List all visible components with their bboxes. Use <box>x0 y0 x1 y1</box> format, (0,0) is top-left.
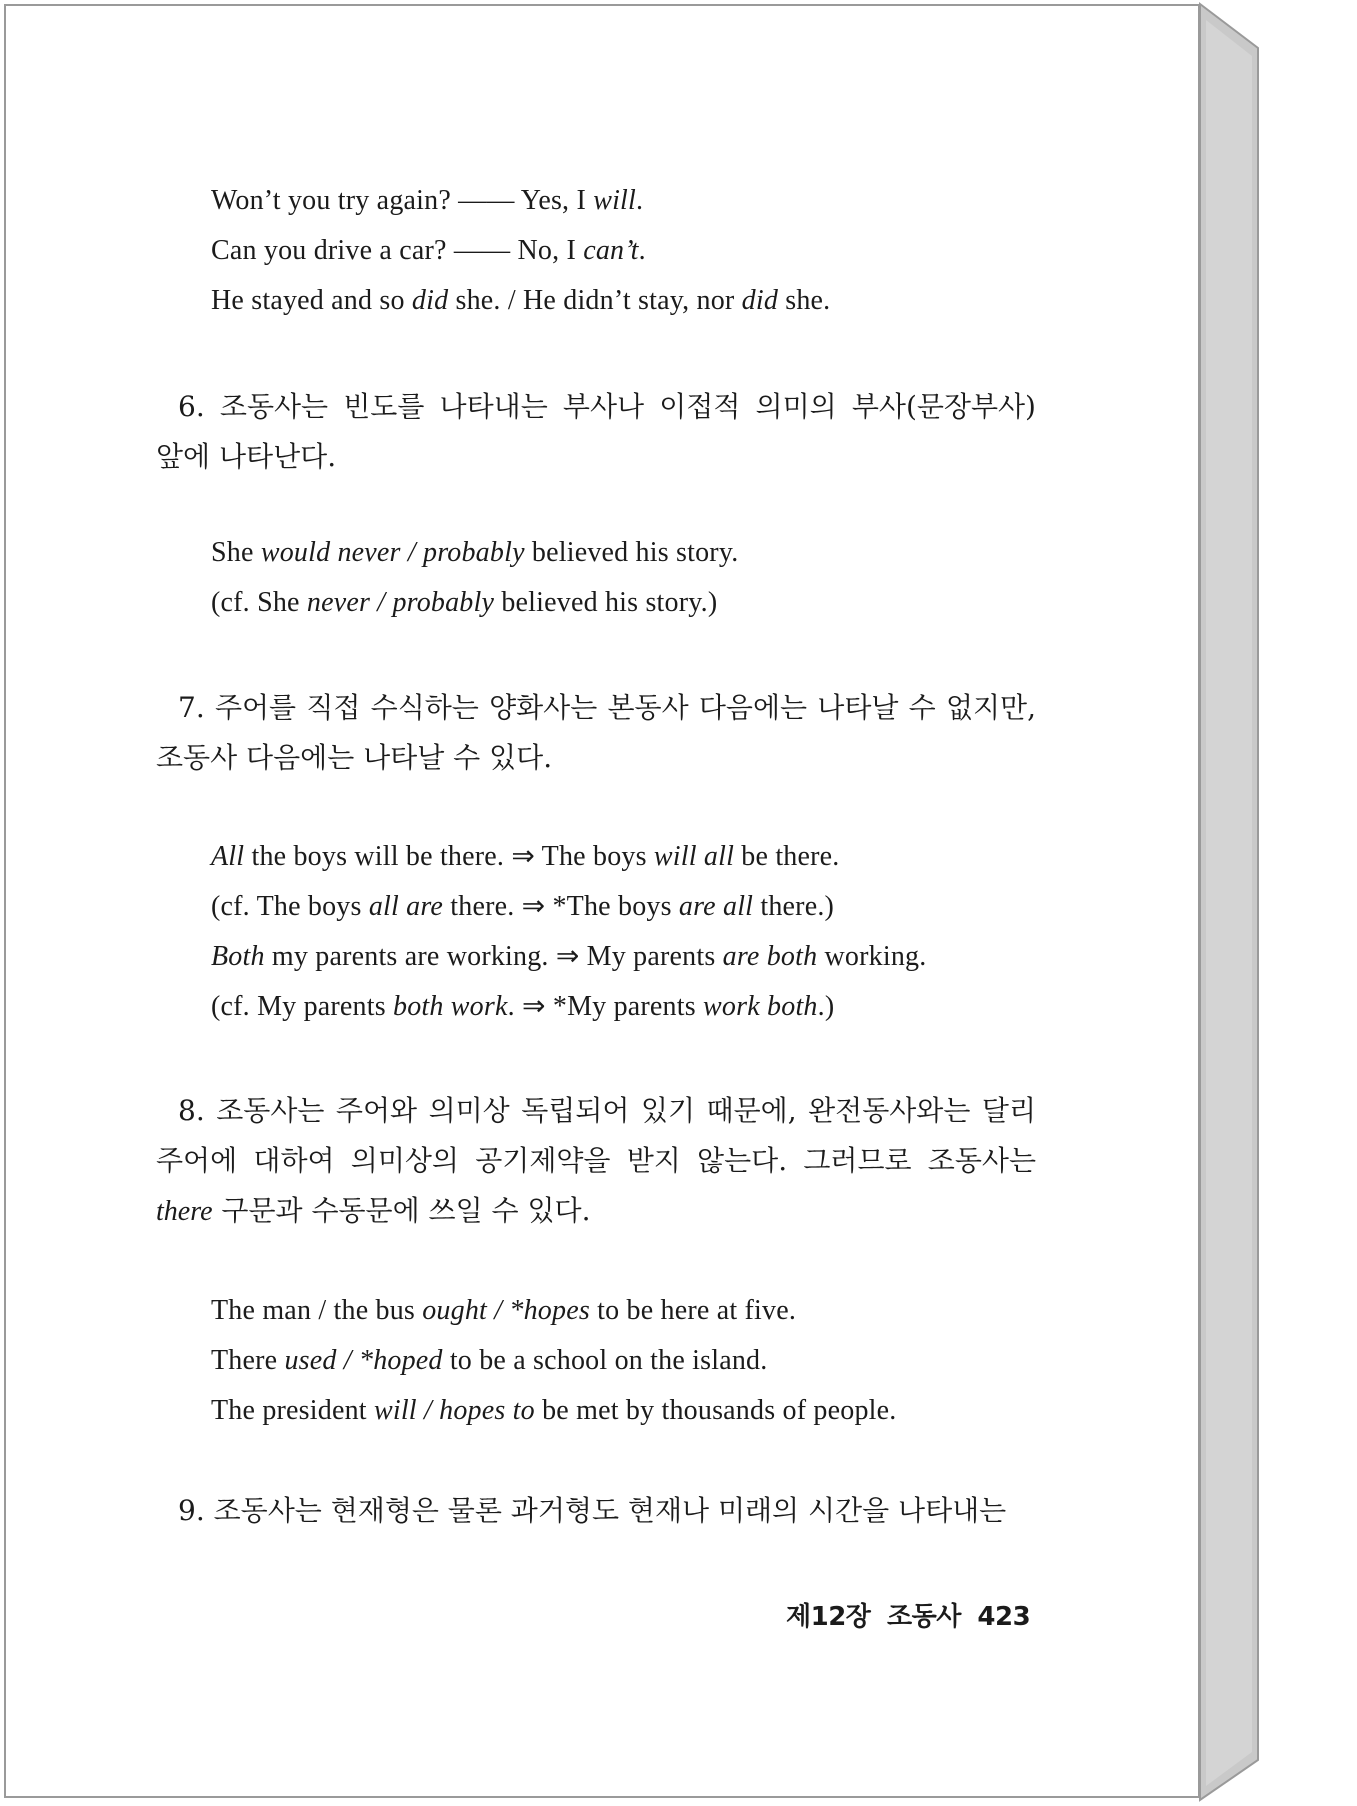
example-line: He stayed and so did she. / He didn’t stay, nor did she. <box>211 285 831 316</box>
example-line: The president will / hopes to be met by thousands of people. <box>211 1395 897 1426</box>
example-line: There used / *hoped to be a school on the island. <box>211 1345 768 1376</box>
example-line: All the boys will be there. ⇒ The boys will all be there. <box>211 841 840 872</box>
example-line: Can you drive a car? —— No, I can’t. <box>211 235 646 266</box>
section-number: 9. <box>178 1494 205 1527</box>
section-9-paragraph <box>156 1486 1036 1536</box>
chapter-label: 제12장 <box>786 1602 871 1632</box>
section-number: 8. <box>178 1094 205 1127</box>
example-line: Won’t you try again? —— Yes, I will. <box>211 185 644 216</box>
example-line: She would never / probably believed his story. <box>211 537 739 568</box>
section-text: 조동사는 주어와 의미상 독립되어 있기 때문에, 완전동사와는 달리 주어에 대하여 의미상의 공기제약을 받지 않는다. 그러므로 조동사는 <box>156 1094 1036 1177</box>
example-line: Both my parents are working. ⇒ My parents are both working. <box>211 941 927 972</box>
section-text: 주어를 직접 수식하는 양화사는 본동사 다음에는 나타날 수 없지만, 조동사 다음에는 나타날 수 있다. <box>156 691 1036 774</box>
page-footer <box>786 1596 1038 1633</box>
book-page <box>4 4 1200 1798</box>
section-6-paragraph <box>156 382 1036 482</box>
section-number: 7. <box>178 691 205 724</box>
example-line: (cf. The boys all are there. ⇒ *The boys are all there.) <box>211 891 835 922</box>
section-italic-term: there <box>156 1196 213 1227</box>
section-text: 조동사는 현재형은 물론 과거형도 현재나 미래의 시간을 나타내는 <box>213 1494 1007 1527</box>
section-text-end: 구문과 수동문에 쓰일 수 있다. <box>212 1194 591 1227</box>
section-7-paragraph <box>156 683 1036 783</box>
chapter-title: 조동사 <box>886 1602 961 1632</box>
section-text: 조동사는 빈도를 나타내는 부사나 이접적 의미의 부사(문장부사) 앞에 나타난다. <box>156 390 1036 473</box>
example-line: The man / the bus ought / *hopes to be here at five. <box>211 1295 797 1326</box>
page-number: 423 <box>977 1602 1031 1632</box>
section-number: 6. <box>178 390 205 423</box>
example-line: (cf. My parents both work. ⇒ *My parents work both.) <box>211 991 835 1022</box>
example-line: (cf. She never / probably believed his story.) <box>211 587 718 618</box>
section-8-paragraph <box>156 1086 1036 1237</box>
